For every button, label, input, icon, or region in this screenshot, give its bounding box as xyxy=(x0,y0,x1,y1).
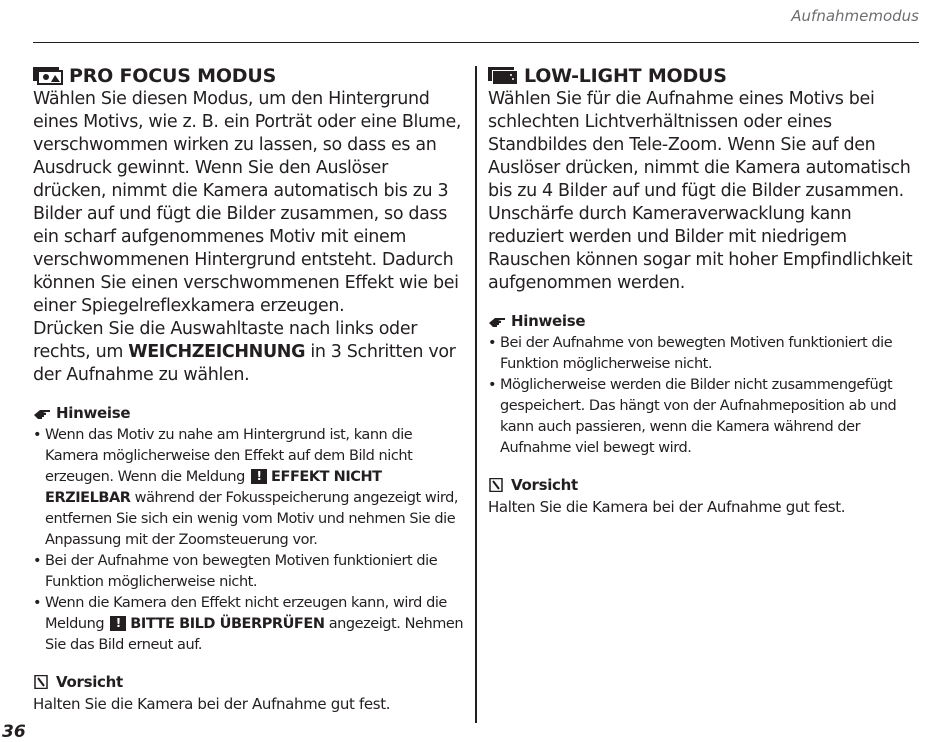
hints-heading: Hinweise xyxy=(488,311,918,331)
caution-text: Halten Sie die Kamera bei der Aufnahme gut fest. xyxy=(33,695,391,713)
intro-paragraph: Wählen Sie für die Aufnahme eines Motivs bei schlechten Lichtverhältnissen oder eines Standbildes den Tele-Zoom. Wenn Sie auf den Auslöser drücken, nimmt die Kamera automatisch bis zu 4 Bilder auf und fügt die Bilder zusammen. Unschärfe durch Kameraverwacklung kann reduziert werden und Bilder mit niedrigem Rauschen können sogar mit hoher Empfindlichkeit aufgenommen werden. xyxy=(488,89,913,293)
list-item: • Wenn die Kamera den Effekt nicht erzeugen kann, wird die Meldung ! BITTE BILD ÜBERPRÜFEN angezeigt. Nehmen Sie das Bild erneut auf. xyxy=(33,593,465,656)
pro-focus-mode-icon xyxy=(33,67,63,85)
section-title-pro-focus xyxy=(33,64,465,88)
hints-list xyxy=(33,425,465,656)
low-light-mode-icon xyxy=(488,67,518,85)
section-title-low-light xyxy=(488,64,918,88)
message-effekt-nicht-erzielbar: EFFEKT NICHT ERZIELBAR xyxy=(45,469,382,506)
warning-icon: ! xyxy=(110,616,126,631)
hints-list xyxy=(488,333,918,459)
list-item: • Möglicherweise werden die Bilder nicht zusammengefügt gespeichert. Das hängt von der Aufnahmeposition ab und kann auch passieren, wenn die Kamera während der Aufnahme viel bewegt wird. xyxy=(488,375,918,459)
instruction-paragraph: Drücken Sie die Auswahltaste nach links oder rechts, um WEICHZEICHNUNG in 3 Schritten vor der Aufnahme zu wählen. xyxy=(33,319,456,385)
section-title-text: PRO FOCUS MODUS xyxy=(69,65,277,87)
section-title-text: LOW-LIGHT MODUS xyxy=(524,65,727,87)
pro-focus-section xyxy=(33,64,465,715)
caution-text: Halten Sie die Kamera bei der Aufnahme gut fest. xyxy=(488,498,846,516)
message-bitte-bild-ueberpruefen: BITTE BILD ÜBERPRÜFEN xyxy=(130,616,325,632)
hints-heading: Hinweise xyxy=(33,403,465,423)
header-rule xyxy=(33,42,919,43)
list-item: • Bei der Aufnahme von bewegten Motiven funktioniert die Funktion möglicherweise nicht. xyxy=(488,333,918,375)
running-header: Aufnahmemodus xyxy=(791,7,919,25)
warning-icon: ! xyxy=(251,469,267,484)
list-item: • Wenn das Motiv zu nahe am Hintergrund ist, kann die Kamera möglicherweise den Effekt auf dem Bild nicht erzeugen. Wenn die Meldung ! EFFEKT NICHT ERZIELBAR während der Fokusspeicherung angezeigt wird, entfernen Sie sich ein wenig vom Motiv und nehmen Sie die Anpassung mit der Zoomsteuerung vor. xyxy=(33,425,465,551)
low-light-section xyxy=(488,64,918,518)
pointing-hand-icon xyxy=(33,406,51,420)
caution-heading: Vorsicht xyxy=(488,475,918,495)
list-item: • Bei der Aufnahme von bewegten Motiven funktioniert die Funktion möglicherweise nicht. xyxy=(33,551,465,593)
caution-icon xyxy=(488,478,506,492)
caution-heading: Vorsicht xyxy=(33,672,465,692)
intro-paragraph: Wählen Sie diesen Modus, um den Hintergrund eines Motivs, wie z. B. ein Porträt oder eine Blume, verschwommen wirken zu lassen, so dass es an Ausdruck gewinnt. Wenn Sie den Auslöser drücken, nimmt die Kamera automatisch bis zu 3 Bilder auf und fügt die Bilder zusammen, so dass ein scharf aufgenommenes Motiv mit einem verschwommenen Hintergrund entsteht. Dadurch können Sie einen verschwommenen Effekt wie bei einer Spiegelreflexkamera erzeugen. xyxy=(33,89,462,316)
caution-icon xyxy=(33,675,51,689)
column-divider xyxy=(475,66,477,723)
page-number: 36 xyxy=(2,722,26,742)
pointing-hand-icon xyxy=(488,314,506,328)
weichzeichnung-option: WEICHZEICHNUNG xyxy=(128,342,306,362)
